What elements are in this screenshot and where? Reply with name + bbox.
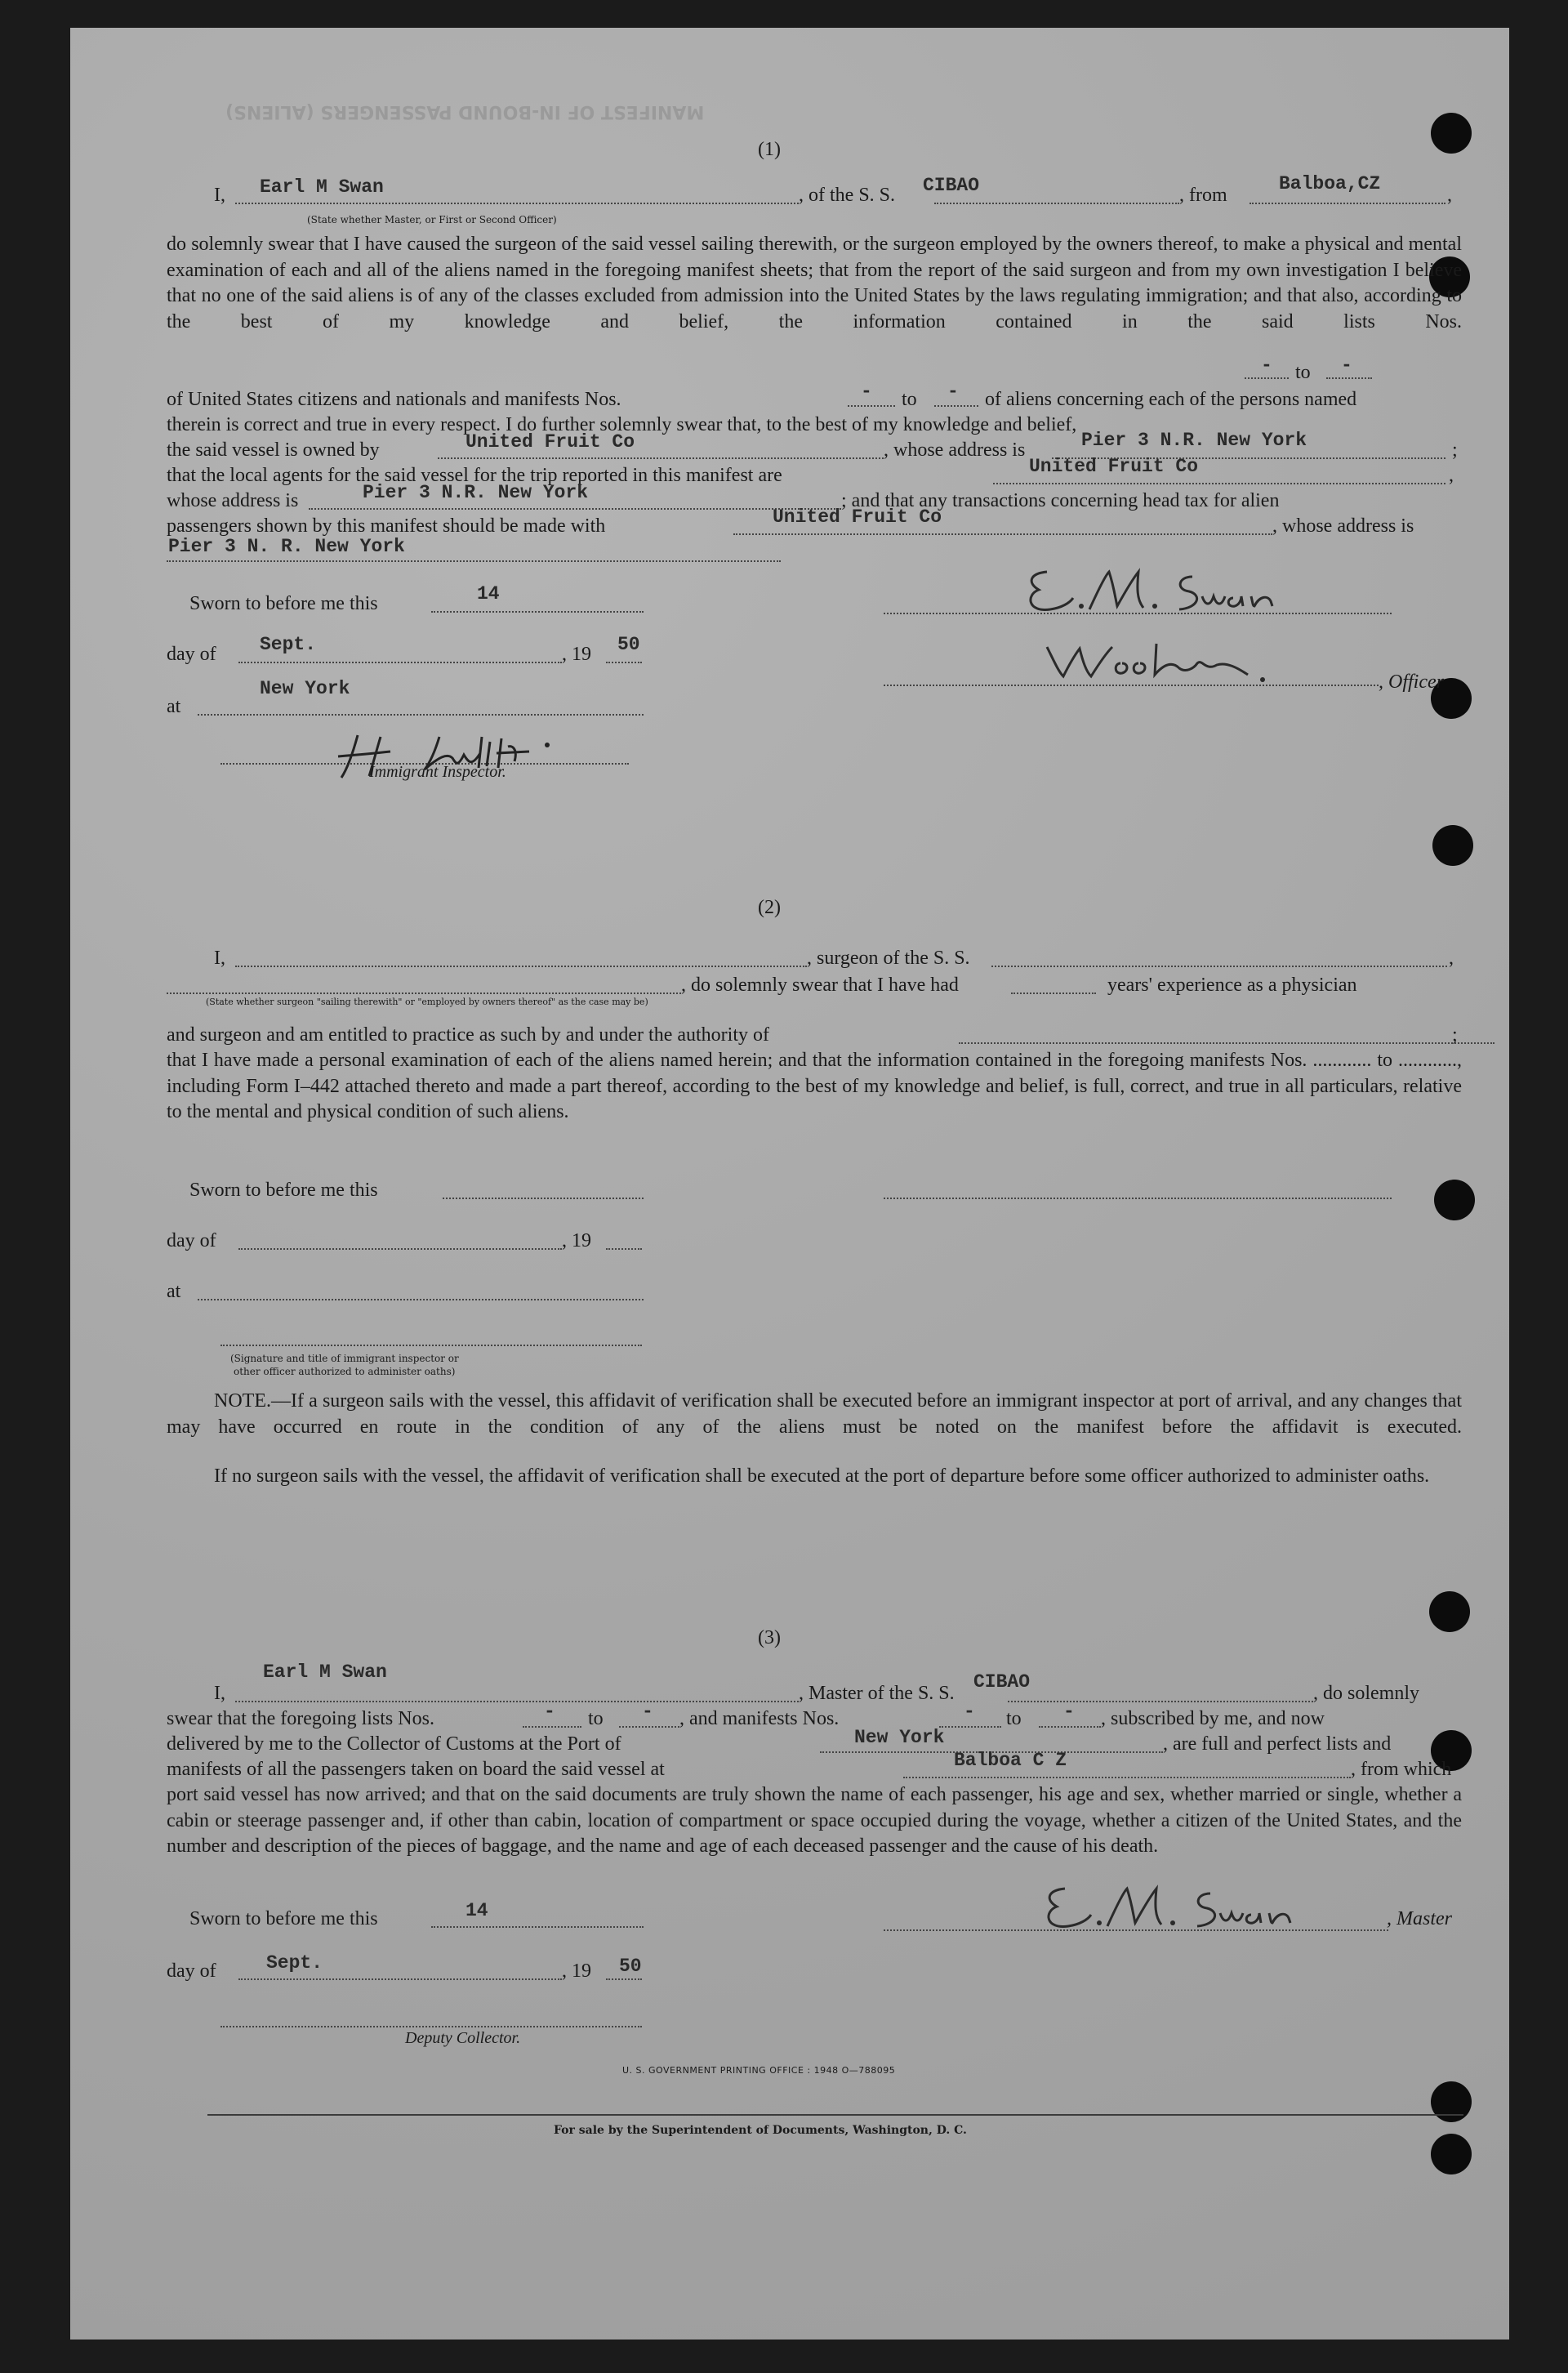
s1-owned-by: the said vessel is owned by [167,439,380,461]
s2-status-line [167,992,681,994]
s1-of-ss: , of the S. S. [799,185,896,206]
s1-port-from: Balboa,CZ [1279,173,1381,194]
s2-years-line [1011,992,1096,994]
s3-port-from: Balboa C Z [954,1750,1067,1771]
manifest-page [70,28,1509,2340]
note-p2: If no surgeon sails with the vessel, the affidavit of verification shall be executed at the port of departure before some officer authorized to administer oaths. [214,1465,1430,1487]
s1-vessel: CIBAO [923,175,980,196]
s1-to-a: to [1295,362,1311,383]
s2-vessel-line [991,966,1447,967]
s1-vessel-line [934,203,1179,204]
s3-year: 50 [619,1956,642,1977]
s1-whose-address: whose address is [167,490,299,511]
section-3-number: (3) [758,1627,781,1648]
s1-officer-name: Earl M Swan [260,176,384,198]
section-1-number: (1) [758,139,781,160]
s2-name-line [235,966,807,967]
s2-sig-caption-1: (Signature and title of immigrant inspector or [230,1353,459,1364]
s1-officer: , Officer [1379,671,1444,693]
s1-lists-a: - [1261,355,1272,376]
binder-hole [1431,113,1472,154]
s1-month: Sept. [260,634,317,655]
binder-hole [1431,2081,1472,2122]
s3-i: I, [214,1683,225,1704]
s2-sworn-line [443,1198,644,1199]
s1-lists-b: - [1341,355,1352,376]
s1-agents-line [993,483,1446,484]
s3-sworn-line [431,1926,644,1928]
s3-man-line-a [939,1726,1001,1728]
s1-para1: do solemnly swear that I have caused the surgeon of the said vessel sailing therewith, or the surgeon employed by the owners thereof, to make a physical and mental examination of each and all of the aliens named in the foregoing manifest sheets; that from the report of the said surgeon and from my own investigation I believe that no one of the said aliens is of any of the classes excluded from admission into the United States by the laws regulating immigration; and that also, according to the best of my knowledge and belief, the information contained in the said lists Nos. [167,234,1462,332]
s3-lists-a: - [544,1701,555,1722]
s1-man-line-b [934,405,978,407]
s2-para: that I have made a personal examination of each of the aliens named herein; and that the information contained in the foregoing manifests Nos. ............ to ............, including Form I–442 attached thereto and made a part thereof, according to the best of my knowledge and belief, is full, correct, and true in all particulars, relative to the mental and physical condition of such aliens. [167,1050,1462,1122]
s3-vessel-line [1008,1701,1313,1702]
s3-manifests-of: manifests of all the passengers taken on board the said vessel at [167,1759,665,1780]
s1-therein: therein is correct and true in every respect. I do further solemnly swear that, to the best of my knowledge and belief, [167,414,1077,435]
s3-delivered: delivered by me to the Collector of Customs at the Port of [167,1733,621,1755]
s1-place: New York [260,678,350,699]
binder-hole [1432,825,1473,866]
s2-state-caption: (State whether surgeon "sailing therewith" or "employed by owners thereof" as the case may be) [206,997,648,1007]
s1-month-line [238,662,562,663]
sale-notice: For sale by the Superintendent of Documents, Washington, D. C. [554,2124,967,2137]
s1-head-tax-party: United Fruit Co [773,506,942,528]
s1-passengers-shown: passengers shown by this manifest should be made with [167,515,606,537]
s1-from-line [1250,203,1446,204]
binder-hole [1434,1180,1475,1220]
s3-port: New York [854,1727,945,1748]
s3-swear-lists: swear that the foregoing lists Nos. [167,1708,434,1729]
binder-hole [1431,2134,1472,2175]
s2-surgeon-of: , surgeon of the S. S. [807,948,970,969]
s2-sig-caption-2: other officer authorized to administer oaths) [234,1366,456,1377]
s1-to-b: to [902,389,917,410]
s1-local-agents: that the local agents for the said vessel for the trip reported in this manifest are [167,465,782,486]
s3-lists-b: - [642,1701,653,1722]
s3-vessel: CIBAO [973,1671,1031,1693]
s1-owner-line [438,457,884,459]
s3-day-of: day of [167,1960,216,1982]
s1-i: I, [214,185,225,206]
s3-year-line [606,1978,642,1980]
s3-from-which: , from which [1351,1759,1452,1780]
s1-sworn: Sworn to before me this [189,593,378,614]
s2-years: years' experience as a physician [1107,975,1357,996]
s2-inspector-line [220,1345,642,1346]
s1-lists-line-a [1245,377,1289,379]
s3-master-of: , Master of the S. S. [799,1683,955,1704]
s1-comma-b: , [1449,465,1454,486]
s1-owner-address: Pier 3 N.R. New York [1081,430,1307,451]
s2-day-of: day of [167,1230,216,1251]
s3-to-a: to [588,1708,604,1729]
s2-year-prefix: , 19 [562,1230,591,1251]
s1-sworn-line [431,611,644,613]
s2-semicolon: ; [1452,1024,1458,1046]
s1-inspector: Immigrant Inspector. [369,763,506,781]
note-p1: NOTE.—If a surgeon sails with the vessel, this affidavit of verification shall be executed before an immigrant inspector at port of arrival, and any changes that may have occurred en route in the condition of any of the aliens must be noted on the manifest before the affidavit is executed. [167,1390,1462,1438]
s2-i: I, [214,948,225,969]
s3-sworn: Sworn to before me this [189,1908,378,1929]
s1-from: , from [1179,185,1227,206]
s1-year-line [606,662,642,663]
s3-to-b: to [1006,1708,1022,1729]
s1-head-tax-address: Pier 3 N. R. New York [168,536,405,557]
s2-authority-line [959,1042,1494,1044]
s2-authority: and surgeon and am entitled to practice as such by and under the authority of [167,1024,769,1046]
s3-name-line [235,1701,799,1702]
s1-man-a: - [861,381,872,402]
s1-day-of: day of [167,644,216,665]
officer-signature [1042,627,1385,693]
footer-rule [207,2114,1463,2116]
s1-year-prefix: , 19 [562,644,591,665]
s1-whose-address-is2: , whose address is [1272,515,1414,537]
s3-master: , Master [1387,1908,1452,1929]
s2-year-line [606,1248,642,1250]
master-signature [1024,559,1383,624]
master-signature-2 [1042,1876,1401,1941]
s1-state-caption: (State whether Master, or First or Second Officer) [307,214,557,225]
s1-sworn-day: 14 [477,583,500,604]
s1-agents-address: Pier 3 N.R. New York [363,482,589,503]
s3-do-solemnly: , do solemnly [1313,1683,1419,1704]
s1-owner: United Fruit Co [466,431,635,453]
s3-sworn-day: 14 [466,1900,488,1921]
s1-lists-line-b [1326,377,1372,379]
s2-sig-line [884,1198,1392,1199]
gpo-imprint: U. S. GOVERNMENT PRINTING OFFICE : 1948 O—788095 [622,2065,896,2076]
s1-us-citizens: of United States citizens and nationals and manifests Nos. [167,389,621,410]
bleed-through: MANIFEST OF IN-BOUND PASSENGERS (ALIENS) [225,101,705,122]
s1-whose-address-is: , whose address is [884,439,1026,461]
s1-at: at [167,696,181,717]
s3-man-b: - [1063,1701,1075,1722]
s1-head-tax-party-line [733,533,1272,535]
s3-master-name: Earl M Swan [263,1662,387,1683]
section-2-number: (2) [758,897,781,918]
s1-man-b: - [947,381,959,402]
s2-comma: , [1449,948,1454,969]
s3-subscribed: , subscribed by me, and now [1101,1708,1325,1729]
binder-hole [1429,1591,1470,1632]
s1-year: 50 [617,634,640,655]
s2-sworn: Sworn to before me this [189,1180,378,1201]
s1-name-line [235,203,799,204]
s3-deputy: Deputy Collector. [405,2029,521,2047]
s1-comma: , [1447,185,1452,206]
s3-lists-line-a [523,1726,581,1728]
s3-month: Sept. [266,1952,323,1974]
s3-port-from-line [903,1777,1351,1778]
s2-at-line [198,1299,644,1300]
s3-deputy-line [220,2026,642,2027]
s1-of-aliens: of aliens concerning each of the persons named [985,389,1357,410]
s1-head-tax: ; and that any transactions concerning head tax for alien [841,490,1280,511]
s1-head-tax-address-line [167,560,781,562]
s1-agents-address-line [309,508,841,510]
s3-man-a: - [964,1701,975,1722]
s3-lists-line-b [619,1726,679,1728]
s3-para: port said vessel has now arrived; and that on the said documents are truly shown the name of each passenger, his age and sex, whether married or single, whether a cabin or steerage passenger and, if other than cabin, location of compartment or space occupied during the voyage, whether a citizen of the United States, and the number and description of the pieces of baggage, and the name and age of each deceased passenger and the cause of his death. [167,1784,1462,1857]
s3-year-prefix: , 19 [562,1960,591,1982]
s2-at: at [167,1281,181,1302]
s2-swear: , do solemnly swear that I have had [681,975,959,996]
s3-and-manifests: , and manifests Nos. [679,1708,840,1729]
s1-semicolon: ; [1452,439,1458,461]
s1-man-line-a [848,405,895,407]
s1-agents: United Fruit Co [1029,456,1199,477]
s3-man-line-b [1039,1726,1101,1728]
s1-at-line [198,714,644,716]
s3-full-lists: , are full and perfect lists and [1163,1733,1392,1755]
s3-month-line [238,1978,562,1980]
s2-month-line [238,1248,562,1250]
